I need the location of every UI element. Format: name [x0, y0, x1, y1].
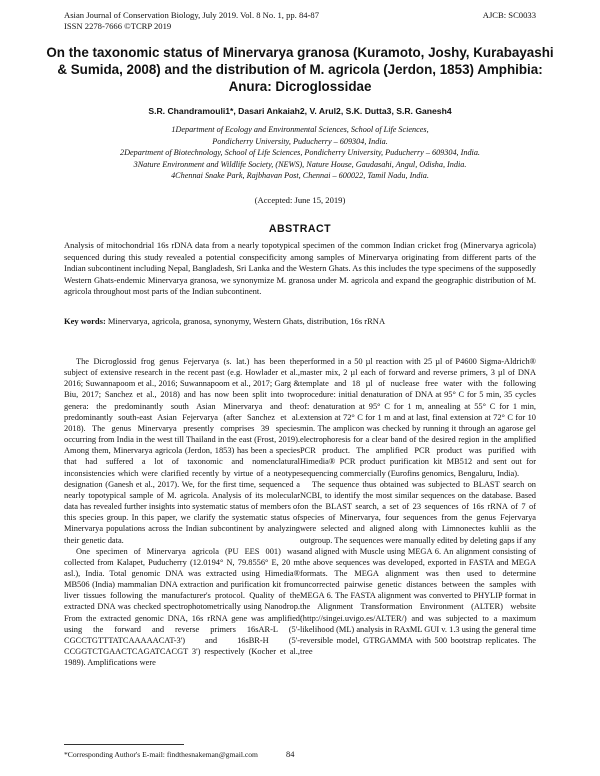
running-header [64, 10, 536, 32]
body-column-right [300, 356, 536, 657]
affiliation-line: 2Department of Biotechnology, School of Life Sciences, Pondicherry University, Puducherry – 609304, India. [120, 148, 480, 158]
accepted-date: (Accepted: June 15, 2019) [254, 195, 346, 205]
keywords-list: Minervarya, agricola, granosa, synonymy, Western Ghats, distribution, 16s rRNA [107, 316, 386, 326]
affiliation-line: Pondicherry University, Puducherry – 609304, India. [212, 136, 388, 146]
corresponding-author-email: *Corresponding Author's E-mail: findthesnakeman@gmail.com [64, 750, 258, 759]
page-number: 84 [286, 750, 295, 759]
affiliation-line: 4Chennai Snake Park, Rajbhavan Post, Chennai – 600022, Tamil Nadu, India. [171, 171, 429, 181]
journal-citation: Asian Journal of Conservation Biology, July 2019. Vol. 8 No. 1, pp. 84-87 [64, 10, 320, 20]
body-paragraph: The Dicroglossid frog genus Fejervarya (s. lat.) has been the subject of extensive research in the recent past (e.g. Howlader et al., 2016; Suwannapoom et al., 2016; Suwannapoom et al., 2017; Garg & Biu, 2017; Sanchez et al., 2018) and has now been split into two genera: the predominantly south Asian Minervarya and the predominantly south-east Asian Fejervarya (after Sanchez et al. 2018). The genus Minervarya presently comprises 39 species occurring from India in the west till Thailand in the east (Frost, 2019). Among them, Minervarya agricola (Jerdon, 1853) has been a species that had suffered a lot of taxonomic and nomenclatural inconsistencies which were clarified recently by virtue of a neotype designation (Ganesh et al., 2017). We, for the first time, sequenced a nearly topotypical sample of M. agricola. Analysis of its molecular data has revealed further insights into systematic status of members of this species group. In this paper, we clarify the systematic status of Minervarya populations across the Indian subcontinent by analyzing their genetic data. [64, 357, 300, 545]
body-paragraph: performed in a 50 µl reaction with 25 µl of P4600 Sigma-Aldrich® master mix, 2 µl each of forward and reverse primers, 3 µl of DNA template and 18 µl of nuclease free water with the following procedure: initial denaturation of DNA at 95° C for 5 min, 35 cycles of: denaturation at 95° C for 1 m, annealing at 55° C for 1 min, extension at 72° C for 1 m and at last, final extension at 72° C for 10 min. The amplicon was checked by running it through an agarose gel electrophoresis for a clear band of the desired region in the amplified PCR product. The amplified PCR product was purified with Himedia® PCR product purification kit MB512 and sent out for sequencing commercially (Eurofins genomics, Bengaluru, India). [300, 357, 536, 478]
footnote-rule [64, 744, 184, 745]
keywords-label: Key words: [64, 316, 106, 326]
author-list: S.R. Chandramouli1*, Dasari Ankaiah2, V. Arul2, S.K. Dutta3, S.R. Ganesh4 [148, 106, 452, 116]
article-code: AJCB: SC0033 [482, 10, 536, 20]
abstract-heading: ABSTRACT [268, 223, 332, 235]
abstract-text: Analysis of mitochondrial 16s rDNA data from a nearly topotypical specimen of the common Indian cricket frog (Minervarya agricola) sequenced during this study revealed a potential conspecificity among samples of Minervarya originating from different parts of the Indian subcontinent including Nepal, Bangladesh, Sri Lanka and the Western Ghats. As this includes the type specimens of the supposedly Western Ghats-endemic Minervarya granosa, we synonymize M. granosa under M. agricola and expand the geographic distribution of M. agricola throughout most parts of the Indian subcontinent. [64, 240, 536, 297]
affiliation-line: 3Nature Environment and Wildlife Society, (NEWS), Nature House, Gaudasahi, Angul, Odisha, India. [133, 159, 467, 169]
body-paragraph: The sequence thus obtained was subjected to BLAST search on NCBI, to identify the most similar sequences on the database. Based on the BLAST search, a set of 23 sequences of 16s rRNA of 7 of species of Minervarya, four sequences from the genus Fejervarya were selected and aligned along with Limnonectes kuhlii as the outgroup. The sequences were manually edited by deleting gaps if any and aligned with Muscle using MEGA 6. An alignment consisting of the above sequences was developed, exported in FASTA and MEGA formats. The MEGA alignment was then used to determine uncorrected pairwise genetic distances between the samples with MEGA 6. The FASTA alignment was converted to PHYLIP format in the Alignment Transformation Environment (ALTER) website (http://singei.uvigo.es/ALTER/) and was subjected to a maximum likelihood (ML) analysis in RAxML GUI v. 1.3 using the general time reversible model, GTRGAMMA with 500 bootstrap replicates. The tree [300, 479, 536, 657]
page-footer [64, 750, 536, 759]
affiliations [40, 124, 560, 182]
keywords [64, 316, 536, 328]
affiliation-line: 1Department of Ecology and Environmental Sciences, School of Life Sciences, [171, 125, 429, 134]
body-paragraph: One specimen of Minervarya agricola (PU EES 001) was collected from Kalapet, Puducherry (12.0194° N, 79.8556° E, 20 m asl.), India. Total genomic DNA was extracted using Himedia® MB506 (India) mammalian DNA extraction and purification kit from liver tissues following the manufacturer's protocol. Quality of the extracted DNA was checked spectrophotometrically using Nanodrop. From the extracted genomic DNA, 16s rRNA gene was amplified using the forward and reverse primers 16sAR-L (5'-CGCCTGTTTATCAAAAACAT-3') and 16sBR-H (5'-CCGGTCTGAACTCAGATCACGT 3') respectively (Kocher et al., 1989). Amplifications were [64, 546, 300, 668]
paper-title: On the taxonomic status of Minervarya granosa (Kuramoto, Joshy, Kurabayashi & Sumida, 2008) and the distribution of M. agricola (Jerdon, 1853) Amphibia: Anura: Dicroglossidae [46, 45, 554, 94]
issn-line: ISSN 2278-7666 ©TCRP 2019 [64, 21, 172, 31]
body-column-left [64, 356, 300, 668]
